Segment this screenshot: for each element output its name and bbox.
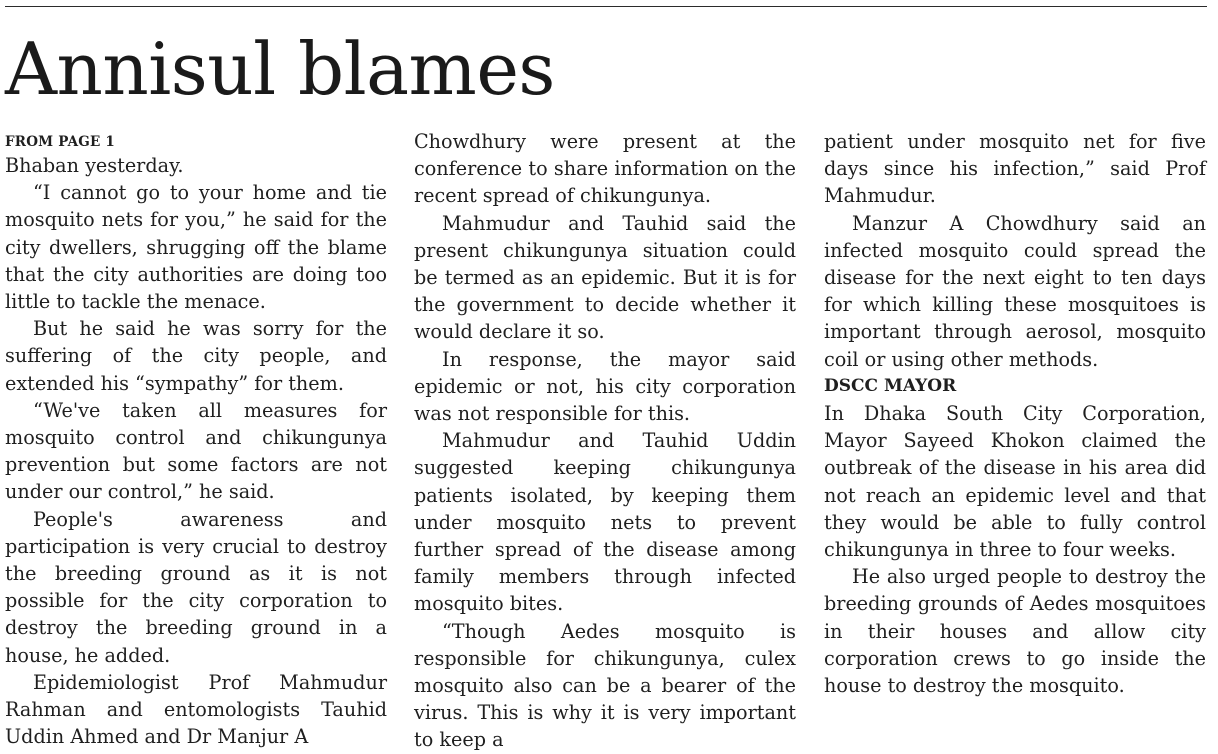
article-column-1 [5,128,387,749]
paragraph: In response, the mayor said epidemic or not, his city corporation was not responsible for this. [414,347,796,426]
paragraph: “I cannot go to your home and tie mosquito nets for you,” he said for the city dwellers, shrugging off the blame that the city authorities are doing too little to tackle the menace. [5,181,387,314]
paragraph: “We've taken all measures for mosquito control and chikungunya prevention but some factors are not under our control,” he said. [5,398,387,504]
paragraph: patient under mosquito net for five days since his infection,” said Prof Mahmudur. [824,130,1206,208]
paragraph: People's awareness and participation is very crucial to destroy the breeding ground as it is not possible for the city corporation to destroy the breeding ground in a house, he added. [5,507,387,667]
paragraph: But he said he was sorry for the suffering of the city people, and extended his “sympathy” for them. [5,317,387,395]
paragraph: Mahmudur and Tauhid said the present chikungunya situation could be termed as an epidemic. But it is for the government to decide whether it would declare it so. [414,211,796,344]
paragraph: Chowdhury were present at the conference to share information on the recent spread of chikungunya. [414,130,796,208]
headline: Annisul blames [5,27,555,111]
top-rule [5,6,1207,7]
paragraph: Epidemiologist Prof Mahmudur Rahman and entomologists Tauhid Uddin Ahmed and Dr Manjur A [5,670,387,749]
paragraph: In Dhaka South City Corporation, Mayor Sayeed Khokon claimed the outbreak of the disease in his area did not reach an epidemic level and that they would be able to fully control chikungunya in three to four weeks. [824,402,1206,562]
section-subhead: DSCC MAYOR [824,375,957,396]
continued-from-label: FROM PAGE 1 [5,134,115,150]
paragraph: Mahmudur and Tauhid Uddin suggested keeping chikungunya patients isolated, by keeping them under mosquito nets to prevent further spread of the disease among family members through infected mosquito bites. [414,429,796,616]
paragraph: He also urged people to destroy the breeding grounds of Aedes mosquitoes in their houses and allow city corporation crews to go inside the house to destroy the mosquito. [824,565,1206,698]
paragraph: Manzur A Chowdhury said an infected mosquito could spread the disease for the next eight to ten days for which killing these mosquitoes is important through aerosol, mosquito coil or using other methods. [824,211,1206,371]
paragraph: Bhaban yesterday. [5,154,184,177]
article-column-3 [824,128,1206,728]
paragraph: “Though Aedes mosquito is responsible for chikungunya, culex mosquito also can be a bearer of the virus. This is why it is very important to keep a [414,619,796,752]
article-column-2 [414,128,796,752]
